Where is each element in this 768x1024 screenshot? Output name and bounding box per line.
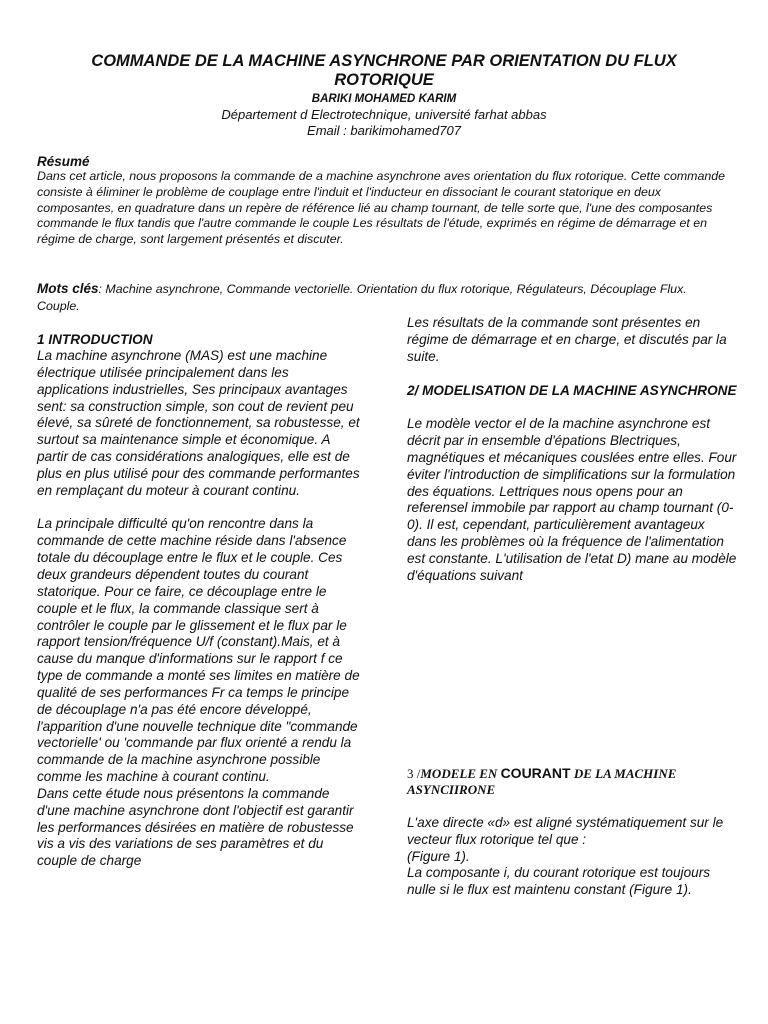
section-3-paragraph-1: L'axe directe «d» est aligné systématiquement sur le vecteur flux rotorique tel que : (407, 814, 724, 847)
results-paragraph: Les résultats de la commande sont présentes en régime de démarrage et en charge, et discutés par la suite. (407, 315, 727, 364)
section-2-heading: 2/ MODELISATION DE LA MACHINE ASYNCHRONE (407, 383, 737, 399)
section-3-heading (407, 765, 737, 798)
section-3-title-part2: COURANT (500, 765, 571, 781)
section-3-figure-ref: (Figure 1). (407, 848, 470, 864)
abstract-heading: Résumé (37, 154, 90, 169)
section-3-paragraph-2: La composante i, du courant rotorique est toujours nulle si le flux est maintenu constant (Figure 1). (407, 865, 711, 898)
section-1-heading: 1 INTRODUCTION (37, 332, 153, 347)
right-column-bottom (407, 765, 737, 899)
intro-paragraph-2: La principale difficulté qu'on rencontre dans la commande de cette machine réside dans l'absence totale du découplage entre le flux et le couple. Ces deux grandeurs dépendent toutes du courant statorique. Pour ce faire, ce découplage entre le couple et le flux, la commande classique sert à contrôler le couple par le glissement et le flux par le rapport tension/fréquence U/f (constant).Mais, et à cause du manque d'informations sur le rapport f ce type de commande a monté ses limites en matière de qualité de ses performances Fr ca temps le principe de découplage n'a pas été encore développé, l'apparition d'une nouvelle technique dite "commande vectorielle' ou 'commande par flux orienté a rendu la commande de la machine asynchrone possible comme les machine à courant continu. (37, 516, 360, 785)
intro-paragraph-3: Dans cette étude nous présentons la commande d'une machine asynchrone dont l'objectif est garantir les performances désirées en matière de robustesse vis a vis des variations de ses paramètres et du couple de charge (37, 785, 354, 869)
section-3-title-part1: MODELE EN (420, 766, 501, 781)
section-3-number: 3 / (407, 766, 421, 781)
author-email: Email : barikimohamed707 (307, 123, 461, 138)
author-name: BARIKI MOHAMED KARIM (311, 93, 457, 105)
keywords-label: Mots clés (37, 281, 99, 296)
left-column (37, 331, 362, 870)
keywords-text: : Machine asynchrone, Commande vectorielle. Orientation du flux rotorique, Régulateurs, Découplage Flux. Couple. (37, 282, 687, 313)
author-affiliation: Département d Electrotechnique, université farhat abbas (221, 107, 547, 122)
keywords (37, 280, 727, 315)
abstract-body: Dans cet article, nous proposons la commande de a machine asynchrone aves orientation du flux rotorique. Cette commande consiste à éliminer le problème de couplage entre l'induit et l'inducteur en dissociant le courant statorique en deux composantes, en quadrature dans un repère de référence lié au champ tournant, de telle sorte que, l'une des composantes commande le flux tandis que l'autre commande le couple Les résultats de l'étude, exprimés en régime de démarrage et en régime de charge, sont largement présentés et discuter. (37, 169, 726, 247)
section-3-title-part3: DE LA MACHINE ASYNCIIRONE (407, 766, 677, 797)
paper-title: COMMANDE DE LA MACHINE ASYNCHRONE PAR ORIENTATION DU FLUX ROTORIQUE (91, 52, 677, 89)
right-column-top (407, 315, 737, 585)
intro-paragraph-1: La machine asynchrone (MAS) est une machine électrique utilisée principalement dans les applications industrielles, Ses principaux avantages sent: sa construction simple, son cout de revient peu élevé, sa sûreté de fonctionnement, sa robustesse, et surtout sa maintenance simple et économique. A partir de cas considérations analogiques, elle est de plus en plus utilisé pour des commande performantes en remplaçant du moteur à courant continu. (37, 348, 360, 498)
section-2-paragraph: Le modèle vector el de la machine asynchrone est décrit par in ensemble d'épations Blectriques, magnétiques et mécaniques couslées entre elles. Four éviter l'introduction de simplifications sur la formulation des équations. Lettriques nous opens pour an referensel immobile par rapport au champ tournant (0-0). Il est, cependant, particulièrement avantageux dans les problèmes où la fréquence de l'alimentation est constante. L'utilisation de l'etat D) mane au modèle d'équations suivant (407, 416, 737, 583)
